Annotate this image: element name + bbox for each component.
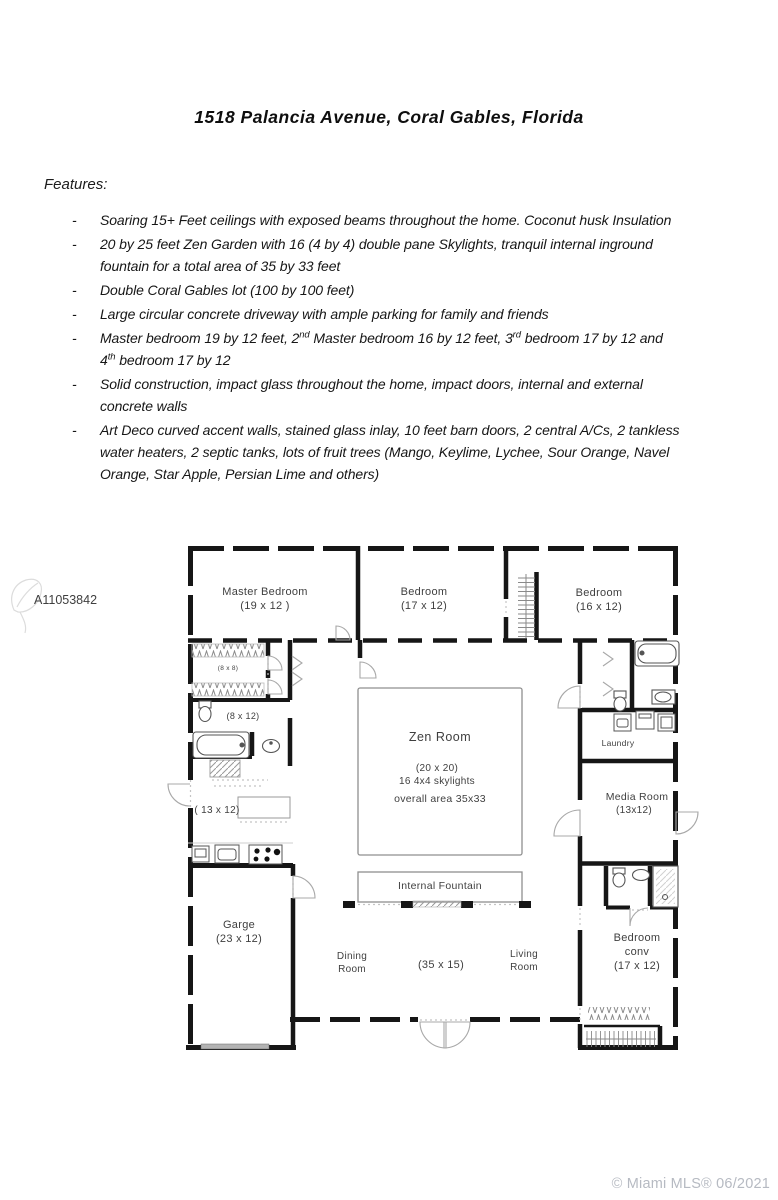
- toilet-icon: [614, 691, 626, 711]
- room-label-media: Media Room: [605, 791, 669, 803]
- room-label-living-2: Room: [510, 962, 538, 973]
- hall-closet-rack-icon: [518, 574, 535, 638]
- room-label-bedroomconv-2: conv: [624, 946, 650, 958]
- sink-icon: [263, 740, 280, 753]
- zen-overall-area: overall area 35x33: [394, 793, 486, 805]
- room-dims-media: (13x12): [615, 805, 653, 816]
- room-dims-bedroomconv: (17 x 12): [613, 960, 661, 972]
- shower-icon: [653, 866, 678, 907]
- listing-title: 1518 Palancia Avenue, Coral Gables, Florida: [194, 107, 584, 127]
- feature-item: - 20 by 25 feet Zen Garden with 16 (4 by 4) double pane Skylights, tranquil internal inground fountain for a total area of 35 by 33 feet: [72, 236, 653, 274]
- room-label-bedroom16: Bedroom: [575, 587, 623, 599]
- room-dims-zen: (20 x 20): [415, 763, 459, 774]
- room-label-living-1: Living: [510, 949, 538, 960]
- room-label-zen: Zen Room: [408, 730, 472, 744]
- room-dims-master-bedroom: (19 x 12 ): [240, 600, 290, 612]
- toilet-icon: [613, 868, 625, 887]
- room-dims-bath: (8 x 12): [226, 711, 260, 721]
- watermark-id: A11053842: [34, 593, 98, 607]
- kitchen-island: [238, 797, 290, 818]
- features-heading: Features:: [44, 176, 108, 193]
- room-label-dining-2: Room: [338, 964, 366, 975]
- bathtub-icon: [635, 641, 679, 666]
- feature-item: - Art Deco curved accent walls, stained glass inlay, 10 feet barn doors, 2 central A/Cs, 2 tankless water heaters, 2 septic tanks, lots of fruit trees (Mango, Keylime, Lychee, Sour Orange, Navel Orange, Star Apple, Persian Lime and others): [72, 422, 680, 482]
- kitchen-sink-icon: [215, 845, 239, 863]
- stove-icon: [249, 845, 282, 864]
- shower-icon: [210, 760, 240, 777]
- room-dims-bedroom17: (17 x 12): [400, 600, 448, 612]
- bathtub-icon: [193, 732, 249, 758]
- garage-door: [201, 1044, 269, 1049]
- room-label-bedroom17: Bedroom: [400, 586, 448, 598]
- room-label-dining-1: Dining: [336, 951, 368, 962]
- room-dims-bedroom16: (16 x 12): [575, 601, 623, 613]
- room-dims-13x12: ( 13 x 12): [194, 805, 240, 816]
- fountain-label: Internal Fountain: [398, 880, 482, 892]
- room-dims-closet: (8 x 8): [217, 665, 239, 672]
- feature-item: - Double Coral Gables lot (100 by 100 feet): [72, 282, 355, 298]
- toilet-icon: [199, 701, 211, 722]
- room-label-bedroomconv-1: Bedroom: [613, 932, 661, 944]
- great-room-dims: (35 x 15): [417, 959, 465, 971]
- room-label-laundry: Laundry: [601, 738, 635, 748]
- kitchen-appliance-icon: [192, 846, 209, 862]
- washer-dryer-icons: [614, 711, 675, 731]
- feature-item: - Large circular concrete driveway with ample parking for family and friends: [72, 306, 549, 322]
- room-label-garage: Garge: [222, 919, 256, 931]
- zen-skylights: 16 4x4 skylights: [399, 776, 475, 787]
- sink-icon: [633, 870, 650, 881]
- room-label-master-bedroom: Master Bedroom: [222, 586, 308, 598]
- feature-item: - Soaring 15+ Feet ceilings with exposed beams throughout the home. Coconut husk Insulation: [72, 212, 672, 228]
- feature-item: - Master bedroom 19 by 12 feet, 2nd Master bedroom 16 by 12 feet, 3rd bedroom 17 by 12 and 4th bedroom 17 by 12: [72, 329, 663, 368]
- mls-copyright: © Miami MLS® 06/2021: [611, 1176, 770, 1192]
- room-dims-garage: (23 x 12): [215, 933, 263, 945]
- sink-icon: [652, 690, 675, 704]
- feature-item: - Solid construction, impact glass throughout the home, impact doors, internal and external concrete walls: [72, 376, 643, 414]
